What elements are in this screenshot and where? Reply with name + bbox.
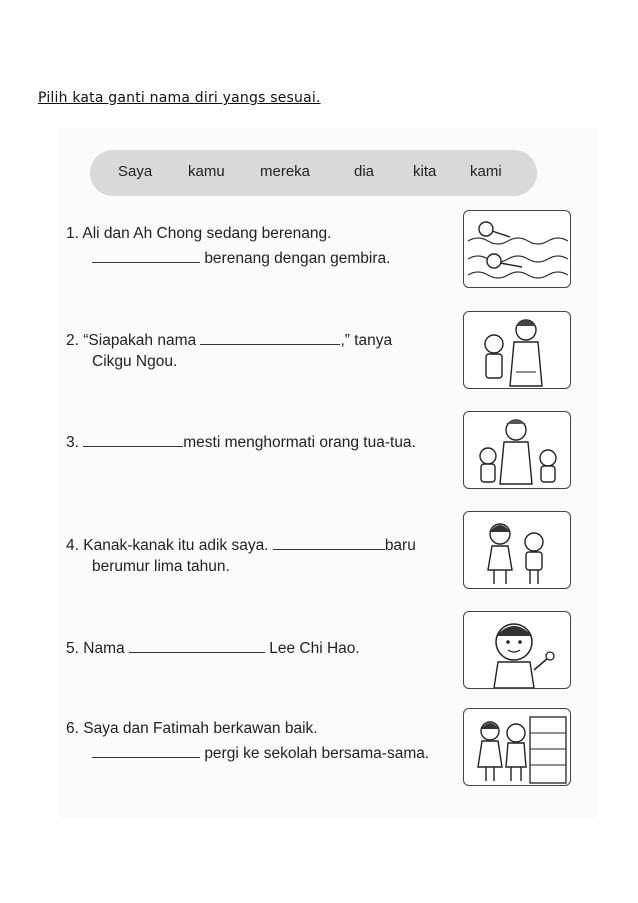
word-bank-item: kita <box>413 163 437 180</box>
grandfather-and-children-picture <box>463 411 571 489</box>
word-bank <box>90 150 537 196</box>
word-bank-item: Saya <box>118 163 153 180</box>
answer-blank[interactable] <box>273 535 385 550</box>
boy-waving-picture <box>463 611 571 689</box>
question-1-line-2 <box>92 248 390 268</box>
two-children-school-picture <box>463 708 571 786</box>
question-text: Cikgu Ngou. <box>92 353 178 370</box>
answer-blank[interactable] <box>83 432 183 447</box>
question-6-line-1 <box>66 720 318 738</box>
teacher-and-boy-icon <box>464 312 570 388</box>
question-number: 1. <box>66 225 79 242</box>
question-4-line-2 <box>92 558 230 576</box>
answer-blank[interactable] <box>129 638 265 653</box>
word-bank-item: kamu <box>188 163 225 180</box>
instruction-text: Pilih kata ganti nama diri yangs sesuai. <box>38 90 321 106</box>
girl-and-boy-picture <box>463 511 571 589</box>
question-6-line-2 <box>92 743 429 763</box>
question-text: Saya dan Fatimah berkawan baik. <box>83 720 318 737</box>
question-4-line-1 <box>66 535 416 555</box>
question-text: Lee Chi Hao. <box>269 640 360 657</box>
word-bank-item: kami <box>470 163 502 180</box>
question-2-line-2 <box>92 353 177 371</box>
boy-waving-icon <box>464 612 570 688</box>
question-text: berumur lima tahun. <box>92 558 230 575</box>
teacher-and-boy-picture <box>463 311 571 389</box>
word-bank-item: mereka <box>260 163 311 180</box>
question-text: Kanak-kanak itu adik saya. <box>83 537 269 554</box>
answer-blank[interactable] <box>200 330 340 345</box>
girl-and-boy-icon <box>464 512 570 588</box>
question-text: pergi ke sekolah bersama-sama. <box>204 745 430 762</box>
swimming-boys-icon <box>464 211 570 287</box>
question-5-line-1 <box>66 638 360 658</box>
answer-blank[interactable] <box>92 743 200 758</box>
swimming-boys-picture <box>463 210 571 288</box>
question-text: berenang dengan gembira. <box>204 250 391 267</box>
two-children-school-icon <box>464 709 570 785</box>
question-text: mesti menghormati orang tua-tua. <box>183 434 416 451</box>
question-2-line-1 <box>66 330 392 350</box>
question-text: Ali dan Ah Chong sedang berenang. <box>82 225 332 242</box>
question-text: Nama <box>83 640 125 657</box>
word-bank-item: dia <box>354 163 375 180</box>
grandfather-and-children-icon <box>464 412 570 488</box>
answer-blank[interactable] <box>92 248 200 263</box>
question-text: ,” tanya <box>340 332 393 349</box>
question-3-line-1 <box>66 432 416 452</box>
question-number: 2. <box>66 332 79 349</box>
question-text: “Siapakah nama <box>83 332 197 349</box>
question-number: 4. <box>66 537 79 554</box>
question-number: 6. <box>66 720 79 737</box>
question-number: 3. <box>66 434 79 451</box>
question-number: 5. <box>66 640 79 657</box>
question-text: baru <box>384 537 416 554</box>
question-1-line-1 <box>66 225 331 243</box>
